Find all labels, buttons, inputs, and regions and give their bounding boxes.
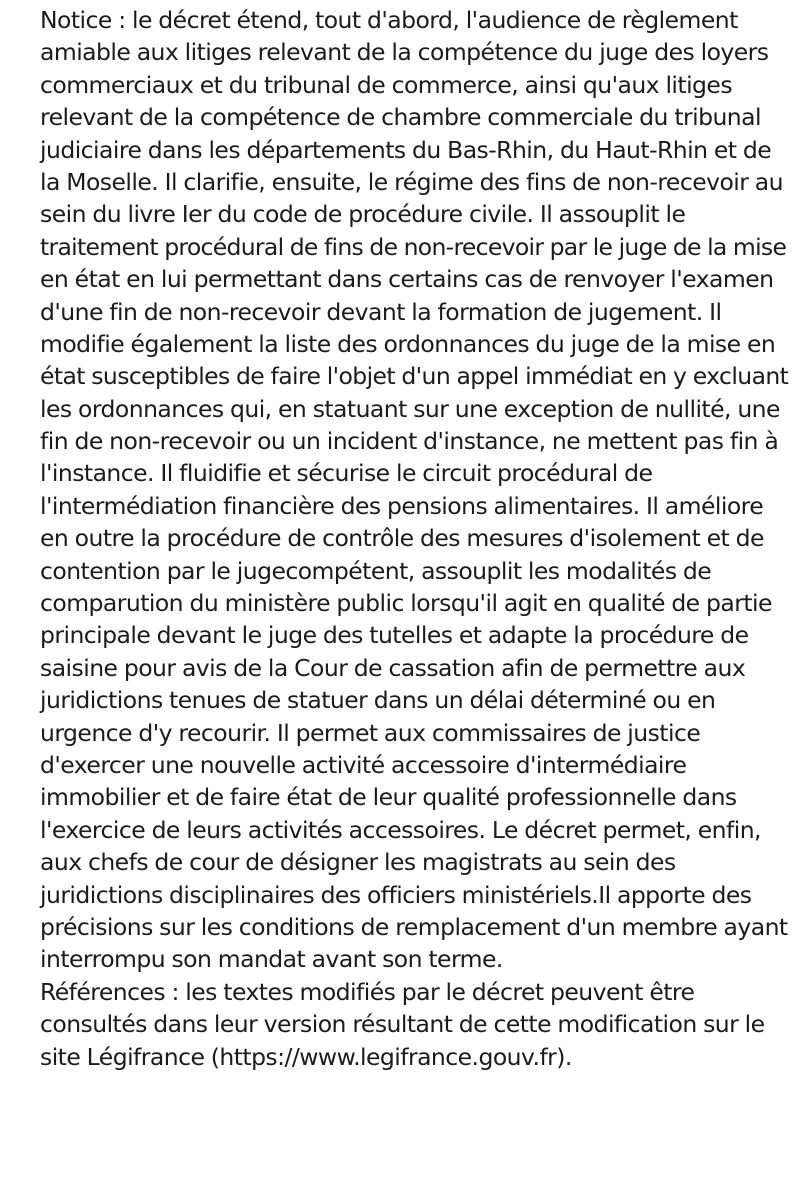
text-line: fin de non-recevoir ou un incident d'instance, ne mettent pas fin à [40,427,779,456]
text-line: en outre la procédure de contrôle des mesures d'isolement et de [40,524,764,553]
text-line: sein du livre Ier du code de procédure civile. Il assouplit le [40,200,686,229]
text-line: juridictions tenues de statuer dans un délai déterminé ou en [40,686,716,715]
text-line: d'exercer une nouvelle activité accessoire d'intermédiaire [40,750,687,779]
text-line: contention par le jugecompétent, assouplit les modalités de [40,556,712,585]
text-line: Notice : le décret étend, tout d'abord, l'audience de règlement [40,6,738,34]
references-paragraph [40,976,789,1073]
text-line: précisions sur les conditions de remplacement d'un membre ayant [40,912,788,941]
text-line: amiable aux litiges relevant de la compétence du juge des loyers [40,38,769,67]
text-line: la Moselle. Il clarifie, ensuite, le régime des fins de non-recevoir au [40,167,783,196]
text-line: l'intermédiation financière des pensions alimentaires. Il améliore [40,491,764,520]
text-line: principale devant le juge des tutelles et adapte la procédure de [40,621,749,650]
text-line: aux chefs de cour de désigner les magistrats au sein des [40,848,676,877]
text-line: urgence d'y recourir. Il permet aux commissaires de justice [40,718,701,747]
text-line: relevant de la compétence de chambre commerciale du tribunal [40,103,761,132]
text-line: état susceptibles de faire l'objet d'un appel immédiat en y excluant [40,362,789,391]
text-line: modifie également la liste des ordonnances du juge de la mise en [40,329,776,358]
text-line: commerciaux et du tribunal de commerce, ainsi qu'aux litiges [40,70,733,99]
text-line: l'instance. Il fluidifie et sécurise le circuit procédural de [40,459,653,488]
text-line: comparution du ministère public lorsqu'il agit en qualité de partie [40,589,772,618]
text-line: consultés dans leur version résultant de cette modification sur le [40,1010,765,1039]
text-line: juridictions disciplinaires des officiers ministériels.Il apporte des [40,880,752,909]
text-line: judiciaire dans les départements du Bas-Rhin, du Haut-Rhin et de [40,135,772,164]
text-line: interrompu son mandat avant son terme. [40,945,503,974]
text-line: saisine pour avis de la Cour de cassation afin de permettre aux [40,653,746,682]
text-line: traitement procédural de fins de non-recevoir par le juge de la mise [40,232,787,261]
text-line: immobilier et de faire état de leur qualité professionnelle dans [40,783,737,812]
text-line: Références : les textes modifiés par le décret peuvent être [40,977,695,1006]
text-line: site Légifrance (https://www.legifrance.gouv.fr). [40,1042,572,1071]
text-line: d'une fin de non-recevoir devant la formation de jugement. Il [40,297,722,326]
text-line: les ordonnances qui, en statuant sur une exception de nullité, une [40,394,780,423]
text-line: l'exercice de leurs activités accessoires. Le décret permet, enfin, [40,815,761,844]
text-line: en état en lui permettant dans certains cas de renvoyer l'examen [40,265,774,294]
notice-paragraph [40,4,789,976]
